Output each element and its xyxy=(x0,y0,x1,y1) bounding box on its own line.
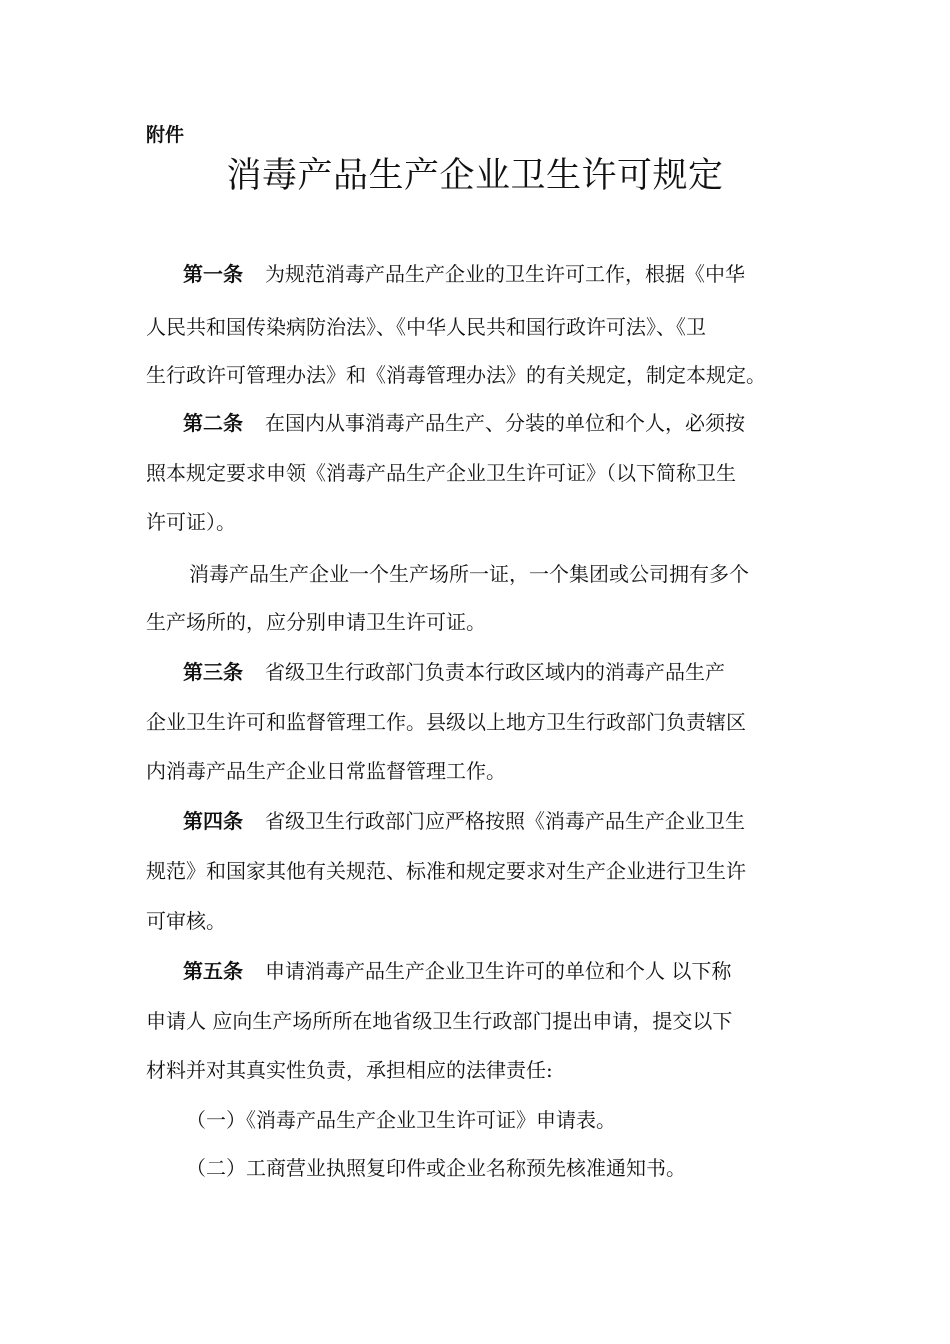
article4-first-line xyxy=(183,808,745,834)
article5-item2: （二）工商营业执照复印件或企业名称预先核准通知书。 xyxy=(186,1156,686,1180)
article1-label: 第一条 xyxy=(183,262,243,286)
article1-text-line1: 为规范消毒产品生产企业的卫生许可工作，根据《中华 xyxy=(265,262,745,286)
article1-text-line2: 人民共和国传染病防治法》、《中华人民共和国行政许可法》、《卫 xyxy=(146,315,706,339)
article3-text-line1: 省级卫生行政部门负责本行政区域内的消毒产品生产 xyxy=(265,660,725,684)
article5-item1: （一）《消毒产品生产企业卫生许可证》申请表。 xyxy=(186,1108,616,1132)
article5-text-line1: 申请消毒产品生产企业卫生许可的单位和个人 以下称 xyxy=(265,959,732,983)
article3-label: 第三条 xyxy=(183,660,243,684)
article2-text-line1: 在国内从事消毒产品生产、分装的单位和个人，必须按 xyxy=(265,411,745,435)
article2-para2-line2: 生产场所的，应分别申请卫生许可证。 xyxy=(146,610,486,634)
article2-text-line3: 许可证）。 xyxy=(146,510,236,534)
article4-text-line2: 规范》和国家其他有关规范、标准和规定要求对生产企业进行卫生许 xyxy=(146,859,746,883)
article1-text-line3: 生行政许可管理办法》和《消毒管理办法》的有关规定，制定本规定。 xyxy=(146,363,766,387)
article2-first-line xyxy=(183,410,745,436)
article5-text-line3: 材料并对其真实性负责，承担相应的法律责任: xyxy=(146,1058,553,1082)
article1-first-line xyxy=(183,261,745,287)
article3-text-line2: 企业卫生许可和监督管理工作。县级以上地方卫生行政部门负责辖区 xyxy=(146,710,746,734)
article5-text-line2: 申请人 应向生产场所所在地省级卫生行政部门提出申请，提交以下 xyxy=(146,1009,733,1033)
article5-label: 第五条 xyxy=(183,959,243,983)
article4-text-line3: 可审核。 xyxy=(146,909,226,933)
article4-label: 第四条 xyxy=(183,809,243,833)
article5-first-line xyxy=(183,958,731,984)
article2-para2-line1: 消毒产品生产企业一个生产场所一证，一个集团或公司拥有多个 xyxy=(189,562,749,586)
article4-text-line1: 省级卫生行政部门应严格按照《消毒产品生产企业卫生 xyxy=(265,809,745,833)
attachment-label: 附件 xyxy=(146,124,185,146)
document-title: 消毒产品生产企业卫生许可规定 xyxy=(226,156,724,196)
article2-text-line2: 照本规定要求申领《消毒产品生产企业卫生许可证》（以下简称卫生 xyxy=(146,461,736,485)
article2-label: 第二条 xyxy=(183,411,243,435)
article3-first-line xyxy=(183,659,725,685)
article3-text-line3: 内消毒产品生产企业日常监督管理工作。 xyxy=(146,759,506,783)
